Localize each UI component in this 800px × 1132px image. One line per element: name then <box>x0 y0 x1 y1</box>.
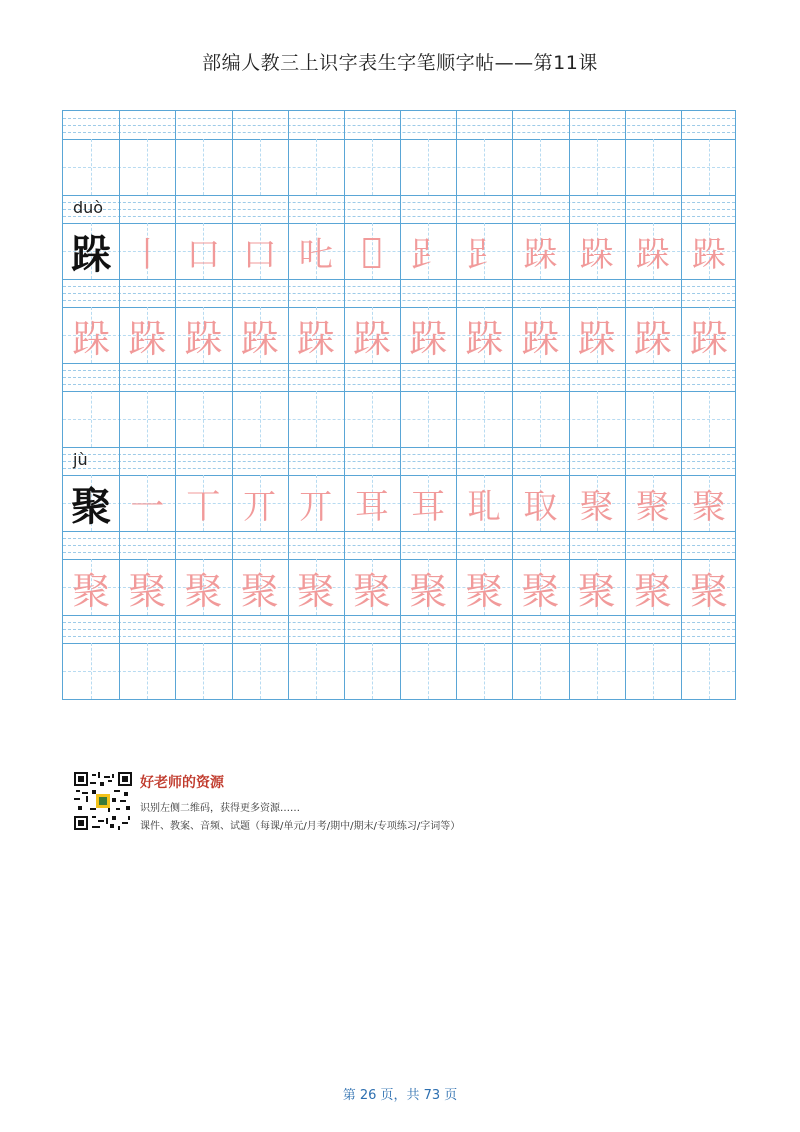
trace-character: 聚 <box>577 568 616 613</box>
empty-practice-cell[interactable] <box>232 391 288 447</box>
practice-grid <box>62 110 736 700</box>
grid-column-line <box>119 111 120 699</box>
grid-column-line <box>569 111 570 699</box>
model-character: 聚 <box>71 483 112 530</box>
trace-character: 聚 <box>465 568 504 613</box>
empty-practice-cell[interactable] <box>288 391 344 447</box>
stroke-order-step: 丅 <box>186 486 221 527</box>
pinyin-guide-line <box>63 461 735 462</box>
empty-practice-cell[interactable] <box>512 139 568 195</box>
trace-character: 跺 <box>296 316 335 361</box>
character-row <box>63 475 735 532</box>
empty-practice-cell[interactable] <box>625 139 681 195</box>
empty-practice-cell[interactable] <box>232 139 288 195</box>
grid-column-line <box>175 111 176 699</box>
empty-practice-cell[interactable] <box>456 643 512 699</box>
character-row <box>63 559 735 616</box>
pinyin-label: duò <box>73 198 104 217</box>
pinyin-row <box>63 531 735 560</box>
empty-practice-cell[interactable] <box>512 391 568 447</box>
qr-code-icon[interactable] <box>74 772 132 830</box>
trace-character: 跺 <box>465 316 504 361</box>
empty-practice-cell[interactable] <box>63 643 119 699</box>
pinyin-guide-line <box>63 622 735 623</box>
trace-character: 跺 <box>352 316 391 361</box>
empty-practice-cell[interactable] <box>119 643 175 699</box>
stroke-order-step: 跺 <box>691 234 726 275</box>
trace-character: 聚 <box>689 568 728 613</box>
empty-practice-cell[interactable] <box>400 643 456 699</box>
trace-character: 跺 <box>577 316 616 361</box>
pinyin-guide-line <box>63 293 735 294</box>
trace-character: 跺 <box>128 316 167 361</box>
pinyin-row <box>63 447 735 476</box>
empty-practice-cell[interactable] <box>344 391 400 447</box>
stroke-order-step: 跺 <box>523 234 558 275</box>
pinyin-guide-line <box>63 454 735 455</box>
pinyin-guide-line <box>63 377 735 378</box>
character-row <box>63 307 735 364</box>
stroke-order-step: 耴 <box>467 486 502 527</box>
stroke-order-step: 一 <box>130 486 165 527</box>
pinyin-guide-line <box>63 636 735 637</box>
empty-practice-cell[interactable] <box>681 139 737 195</box>
empty-practice-cell[interactable] <box>400 139 456 195</box>
page-title: 部编人教三上识字表生字笔顺字帖——第11课 <box>202 52 598 74</box>
stroke-order-step: 丨 <box>130 234 165 275</box>
stroke-order-step: 𧾷 <box>467 234 502 275</box>
trace-character: 聚 <box>296 568 335 613</box>
empty-practice-cell[interactable] <box>288 643 344 699</box>
grid-column-line <box>288 111 289 699</box>
pinyin-guide-line <box>63 125 735 126</box>
trace-character: 聚 <box>633 568 672 613</box>
empty-practice-cell[interactable] <box>344 643 400 699</box>
pinyin-guide-line <box>63 216 735 217</box>
stroke-order-step: 跺 <box>635 234 670 275</box>
empty-practice-cell[interactable] <box>175 139 231 195</box>
empty-practice-cell[interactable] <box>400 391 456 447</box>
empty-practice-cell[interactable] <box>681 391 737 447</box>
stroke-order-step: 丌 <box>242 486 277 527</box>
trace-character: 跺 <box>184 316 223 361</box>
trace-character: 跺 <box>633 316 672 361</box>
pinyin-row <box>63 363 735 392</box>
pinyin-guide-line <box>63 132 735 133</box>
stroke-order-step: 耳 <box>354 486 389 527</box>
pinyin-row <box>63 111 735 140</box>
empty-practice-cell[interactable] <box>175 391 231 447</box>
pinyin-guide-line <box>63 370 735 371</box>
grid-column-line <box>400 111 401 699</box>
grid-column-line <box>456 111 457 699</box>
empty-practice-cell[interactable] <box>232 643 288 699</box>
pinyin-guide-line <box>63 384 735 385</box>
trace-character: 聚 <box>409 568 448 613</box>
empty-practice-cell[interactable] <box>63 391 119 447</box>
page-number: 第 26 页，共 73 页 <box>342 1088 458 1103</box>
empty-practice-cell[interactable] <box>344 139 400 195</box>
empty-practice-cell[interactable] <box>119 139 175 195</box>
stroke-order-step: 聚 <box>691 486 726 527</box>
pinyin-guide-line <box>63 552 735 553</box>
character-row <box>63 223 735 280</box>
footer-line-2: 课件、教案、音频、试题（每课/单元/月考/期中/期末/专项练习/字词等） <box>140 821 461 832</box>
empty-practice-cell[interactable] <box>119 391 175 447</box>
stroke-order-step: 跺 <box>579 234 614 275</box>
pinyin-guide-line <box>63 538 735 539</box>
trace-character: 跺 <box>72 316 111 361</box>
pinyin-guide-line <box>63 629 735 630</box>
pinyin-row <box>63 615 735 644</box>
trace-character: 聚 <box>184 568 223 613</box>
grid-column-line <box>232 111 233 699</box>
brand-name: 好老师的资源 <box>140 775 224 791</box>
trace-character: 跺 <box>521 316 560 361</box>
trace-character: 跺 <box>240 316 279 361</box>
empty-practice-cell[interactable] <box>512 643 568 699</box>
grid-column-line <box>512 111 513 699</box>
stroke-order-step: 聚 <box>635 486 670 527</box>
stroke-order-step: 𧾷 <box>411 234 446 275</box>
trace-character: 聚 <box>352 568 391 613</box>
pinyin-guide-line <box>63 300 735 301</box>
trace-character: 聚 <box>240 568 279 613</box>
pinyin-label: jù <box>73 450 88 469</box>
pinyin-row <box>63 279 735 308</box>
empty-practice-cell[interactable] <box>456 391 512 447</box>
empty-practice-cell[interactable] <box>625 391 681 447</box>
character-row <box>63 139 735 196</box>
grid-column-line <box>625 111 626 699</box>
trace-character: 聚 <box>128 568 167 613</box>
stroke-order-step: 聚 <box>579 486 614 527</box>
pinyin-guide-line <box>63 202 735 203</box>
empty-practice-cell[interactable] <box>63 139 119 195</box>
empty-practice-cell[interactable] <box>175 643 231 699</box>
stroke-order-step: 口 <box>186 234 221 275</box>
empty-practice-cell[interactable] <box>625 643 681 699</box>
empty-practice-cell[interactable] <box>288 139 344 195</box>
grid-column-line <box>681 111 682 699</box>
pinyin-guide-line <box>63 118 735 119</box>
pinyin-row <box>63 195 735 224</box>
empty-practice-cell[interactable] <box>456 139 512 195</box>
pinyin-guide-line <box>63 545 735 546</box>
trace-character: 聚 <box>72 568 111 613</box>
stroke-order-step: 𠯁 <box>361 231 383 271</box>
empty-practice-cell[interactable] <box>681 643 737 699</box>
pinyin-guide-line <box>63 286 735 287</box>
stroke-order-step: 取 <box>523 486 558 527</box>
footer-line-1: 识别左侧二维码，获得更多资源…… <box>140 803 300 814</box>
empty-practice-cell[interactable] <box>569 139 625 195</box>
empty-practice-cell[interactable] <box>569 391 625 447</box>
empty-practice-cell[interactable] <box>569 643 625 699</box>
character-row <box>63 391 735 448</box>
trace-character: 跺 <box>689 316 728 361</box>
grid-column-line <box>344 111 345 699</box>
stroke-order-step: 口 <box>242 234 277 275</box>
trace-character: 跺 <box>409 316 448 361</box>
trace-character: 聚 <box>521 568 560 613</box>
model-character: 跺 <box>71 231 112 278</box>
stroke-order-step: 耳 <box>411 486 446 527</box>
stroke-order-step: 𠮟 <box>298 234 333 275</box>
pinyin-guide-line <box>63 209 735 210</box>
pinyin-guide-line <box>63 468 735 469</box>
character-row <box>63 643 735 700</box>
stroke-order-step: 丌 <box>298 486 333 527</box>
